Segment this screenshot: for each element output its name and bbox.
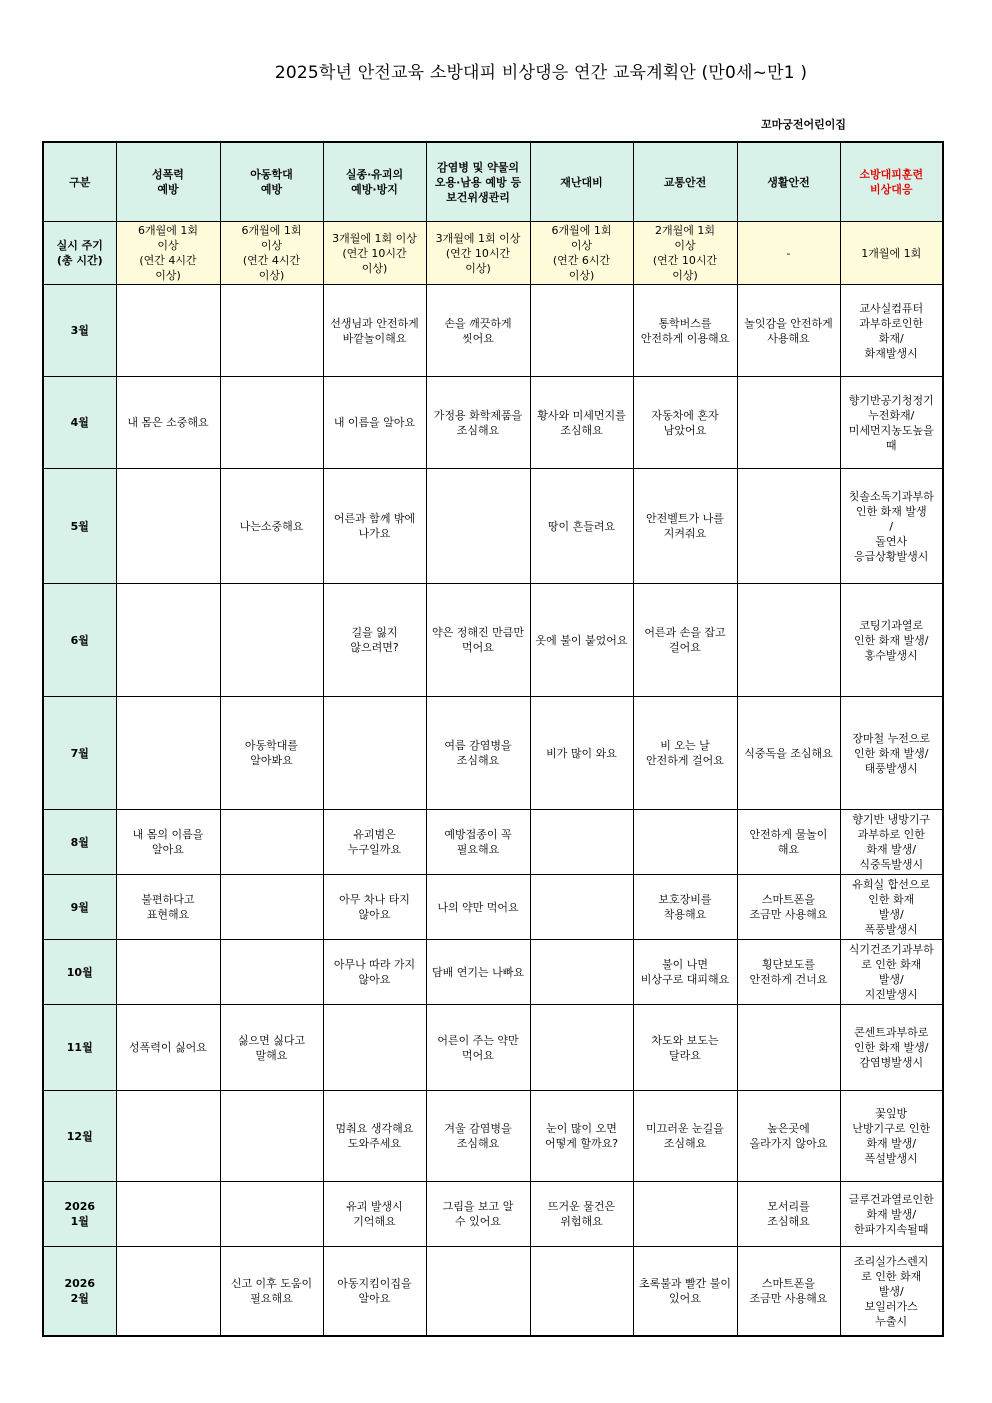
plan-cell: 스마트폰을 조금만 사용해요 <box>737 875 840 940</box>
plan-cell <box>633 810 737 875</box>
plan-cell: 미끄러운 눈길을 조심해요 <box>633 1091 737 1182</box>
table-row <box>43 697 943 810</box>
month-label: 3월 <box>43 285 116 377</box>
month-label: 2026 1월 <box>43 1182 116 1247</box>
plan-cell: 약은 정해진 만큼만 먹어요 <box>426 584 530 697</box>
header-disaster-preparedness: 재난대비 <box>530 142 633 222</box>
plan-cell: 스마트폰을 조금만 사용해요 <box>737 1247 840 1337</box>
plan-cell: 황사와 미세먼지를 조심해요 <box>530 377 633 469</box>
header-traffic-safety: 교통안전 <box>633 142 737 222</box>
plan-cell: 손을 깨끗하게 씻어요 <box>426 285 530 377</box>
header-row <box>43 142 943 222</box>
plan-cell: 길을 잃지 않으려면? <box>323 584 426 697</box>
month-label: 6월 <box>43 584 116 697</box>
plan-cell <box>530 810 633 875</box>
plan-cell <box>737 1005 840 1091</box>
plan-cell: 싫으면 싫다고 말해요 <box>220 1005 323 1091</box>
plan-cell: 어른과 함께 밖에 나가요 <box>323 469 426 584</box>
table-row <box>43 469 943 584</box>
plan-cell: 겨울 감염병을 조심해요 <box>426 1091 530 1182</box>
table-row <box>43 1182 943 1247</box>
header-health-hygiene: 감염병 및 약물의 오용·남용 예방 등 보건위생관리 <box>426 142 530 222</box>
plan-cell <box>737 377 840 469</box>
plan-cell <box>220 377 323 469</box>
header-child-abuse-prevention: 아동학대 예방 <box>220 142 323 222</box>
plan-cell: 횡단보도를 안전하게 건너요 <box>737 940 840 1005</box>
header-daily-life-safety: 생활안전 <box>737 142 840 222</box>
plan-cell: 아무 차나 타지 않아요 <box>323 875 426 940</box>
month-label: 7월 <box>43 697 116 810</box>
plan-cell <box>116 1091 220 1182</box>
plan-cell <box>323 697 426 810</box>
plan-cell: 나는소중해요 <box>220 469 323 584</box>
plan-cell <box>220 875 323 940</box>
plan-cell: 비 오는 날 안전하게 걸어요 <box>633 697 737 810</box>
plan-cell: 아무나 따라 가지 않아요 <box>323 940 426 1005</box>
plan-cell: 코팅기과열로 인한 화재 발생/ 홍수발생시 <box>840 584 943 697</box>
plan-cell: 신고 이후 도움이 필요해요 <box>220 1247 323 1337</box>
table-row <box>43 285 943 377</box>
table-row <box>43 810 943 875</box>
plan-cell <box>220 285 323 377</box>
plan-cell: 성폭력이 싫어요 <box>116 1005 220 1091</box>
plan-cell: 교사실컴퓨터 과부하로인한 화재/ 화재발생시 <box>840 285 943 377</box>
plan-cell: 콘센트과부하로 인한 화재 발생/ 감염병발생시 <box>840 1005 943 1091</box>
plan-cell: 가정용 화학제품을 조심해요 <box>426 377 530 469</box>
month-label: 2026 2월 <box>43 1247 116 1337</box>
table-row <box>43 584 943 697</box>
plan-cell <box>116 697 220 810</box>
month-label: 10월 <box>43 940 116 1005</box>
table-row <box>43 875 943 940</box>
frequency-row <box>43 222 943 285</box>
table-row <box>43 377 943 469</box>
plan-cell: 놀잇감을 안전하게 사용해요 <box>737 285 840 377</box>
plan-cell <box>323 1005 426 1091</box>
month-label: 12월 <box>43 1091 116 1182</box>
plan-cell: 어른이 주는 약만 먹어요 <box>426 1005 530 1091</box>
plan-cell <box>116 1182 220 1247</box>
plan-cell <box>426 1247 530 1337</box>
plan-cell: 내 몸은 소중해요 <box>116 377 220 469</box>
plan-cell: 향기반공기청정기 누전화재/ 미세먼지농도높을 때 <box>840 377 943 469</box>
month-label: 4월 <box>43 377 116 469</box>
plan-cell: 장마철 누전으로 인한 화재 발생/ 태풍발생시 <box>840 697 943 810</box>
plan-cell: 땅이 흔들려요 <box>530 469 633 584</box>
plan-cell: 그림을 보고 알 수 있어요 <box>426 1182 530 1247</box>
education-plan-table <box>42 141 944 1337</box>
plan-cell: 아동지킴이집을 알아요 <box>323 1247 426 1337</box>
plan-cell <box>116 469 220 584</box>
plan-cell <box>530 1247 633 1337</box>
month-label: 8월 <box>43 810 116 875</box>
plan-cell: 어른과 손을 잡고 걸어요 <box>633 584 737 697</box>
plan-cell: 차도와 보도는 달라요 <box>633 1005 737 1091</box>
frequency-label: 실시 주기 (총 시간) <box>43 222 116 285</box>
table-row <box>43 1091 943 1182</box>
frequency-cell: 6개월에 1회 이상 (연간 6시간 이상) <box>530 222 633 285</box>
plan-cell <box>116 285 220 377</box>
table-row <box>43 1247 943 1337</box>
plan-cell: 통학버스를 안전하게 이용해요 <box>633 285 737 377</box>
plan-cell: 유괴 발생시 기억해요 <box>323 1182 426 1247</box>
plan-cell: 식중독을 조심해요 <box>737 697 840 810</box>
plan-cell: 불이 나면 비상구로 대피해요 <box>633 940 737 1005</box>
plan-cell: 내 몸의 이름을 알아요 <box>116 810 220 875</box>
plan-cell <box>530 285 633 377</box>
plan-cell <box>737 469 840 584</box>
frequency-cell: - <box>737 222 840 285</box>
plan-cell <box>220 1091 323 1182</box>
plan-cell: 나의 약만 먹어요 <box>426 875 530 940</box>
plan-cell <box>220 810 323 875</box>
plan-cell: 안전벨트가 나를 지켜줘요 <box>633 469 737 584</box>
plan-cell <box>530 1005 633 1091</box>
plan-cell: 안전하게 물놀이 해요 <box>737 810 840 875</box>
month-label: 11월 <box>43 1005 116 1091</box>
page-title: 2025학년 안전교육 소방대피 비상댕응 연간 교육계획안 (만0세~만1 ) <box>274 63 808 83</box>
plan-cell: 유괴범은 누구일까요 <box>323 810 426 875</box>
header-missing-kidnapping-prevention: 실종·유괴의 예방·방지 <box>323 142 426 222</box>
plan-cell <box>116 1247 220 1337</box>
header-fire-evacuation: 소방대피훈련 비상대응 <box>840 142 943 222</box>
plan-cell: 자동차에 혼자 남았어요 <box>633 377 737 469</box>
plan-cell <box>220 584 323 697</box>
plan-cell: 예방접종이 꼭 필요해요 <box>426 810 530 875</box>
plan-cell: 초록불과 빨간 불이 있어요 <box>633 1247 737 1337</box>
plan-cell <box>116 940 220 1005</box>
plan-cell: 모서리를 조심해요 <box>737 1182 840 1247</box>
plan-cell: 아동학대를 알아봐요 <box>220 697 323 810</box>
plan-cell: 향기반 냉방기구 과부하로 인한 화재 발생/ 식중독발생시 <box>840 810 943 875</box>
plan-cell: 식기건조기과부하 로 인한 화재 발생/ 지진발생시 <box>840 940 943 1005</box>
month-label: 5월 <box>43 469 116 584</box>
table-row <box>43 1005 943 1091</box>
plan-cell <box>737 584 840 697</box>
plan-cell: 꽃잎방 난방기구로 인한 화재 발생/ 폭설발생시 <box>840 1091 943 1182</box>
plan-cell: 뜨거운 물건은 위험해요 <box>530 1182 633 1247</box>
plan-cell <box>530 940 633 1005</box>
plan-cell <box>220 1182 323 1247</box>
plan-cell <box>116 584 220 697</box>
frequency-cell: 3개월에 1회 이상 (연간 10시간 이상) <box>426 222 530 285</box>
plan-cell <box>220 940 323 1005</box>
header-category: 구분 <box>43 142 116 222</box>
organization-name: 꼬마궁전어린이집 <box>760 118 846 131</box>
plan-cell <box>633 1182 737 1247</box>
plan-cell: 유희실 합선으로 인한 화재 발생/ 폭풍발생시 <box>840 875 943 940</box>
plan-cell <box>530 875 633 940</box>
frequency-cell: 1개월에 1회 <box>840 222 943 285</box>
frequency-cell: 3개월에 1회 이상 (연간 10시간 이상) <box>323 222 426 285</box>
plan-cell: 선생님과 안전하게 바깥놀이해요 <box>323 285 426 377</box>
plan-cell: 조리실가스렌지 로 인한 화재 발생/ 보일러가스 누출시 <box>840 1247 943 1337</box>
plan-cell: 보호장비를 착용해요 <box>633 875 737 940</box>
plan-cell: 불편하다고 표현해요 <box>116 875 220 940</box>
plan-cell: 높은곳에 올라가지 않아요 <box>737 1091 840 1182</box>
plan-cell: 여름 감염병을 조심해요 <box>426 697 530 810</box>
plan-cell: 비가 많이 와요 <box>530 697 633 810</box>
plan-cell: 눈이 많이 오면 어떻게 할까요? <box>530 1091 633 1182</box>
plan-cell: 멈춰요 생각해요 도와주세요 <box>323 1091 426 1182</box>
plan-cell <box>426 469 530 584</box>
plan-cell: 옷에 불이 붙었어요 <box>530 584 633 697</box>
plan-cell: 글루건과열로인한 화재 발생/ 한파가지속될때 <box>840 1182 943 1247</box>
plan-cell: 내 이름을 알아요 <box>323 377 426 469</box>
header-sexual-violence-prevention: 성폭력 예방 <box>116 142 220 222</box>
frequency-cell: 6개월에 1회 이상 (연간 4시간 이상) <box>220 222 323 285</box>
plan-cell: 담배 연기는 나빠요 <box>426 940 530 1005</box>
frequency-cell: 6개월에 1회 이상 (연간 4시간 이상) <box>116 222 220 285</box>
plan-cell: 칫솔소독기과부하 인한 화재 발생 / 돌연사 응급상황발생시 <box>840 469 943 584</box>
table-row <box>43 940 943 1005</box>
month-label: 9월 <box>43 875 116 940</box>
frequency-cell: 2개월에 1회 이상 (연간 10시간 이상) <box>633 222 737 285</box>
